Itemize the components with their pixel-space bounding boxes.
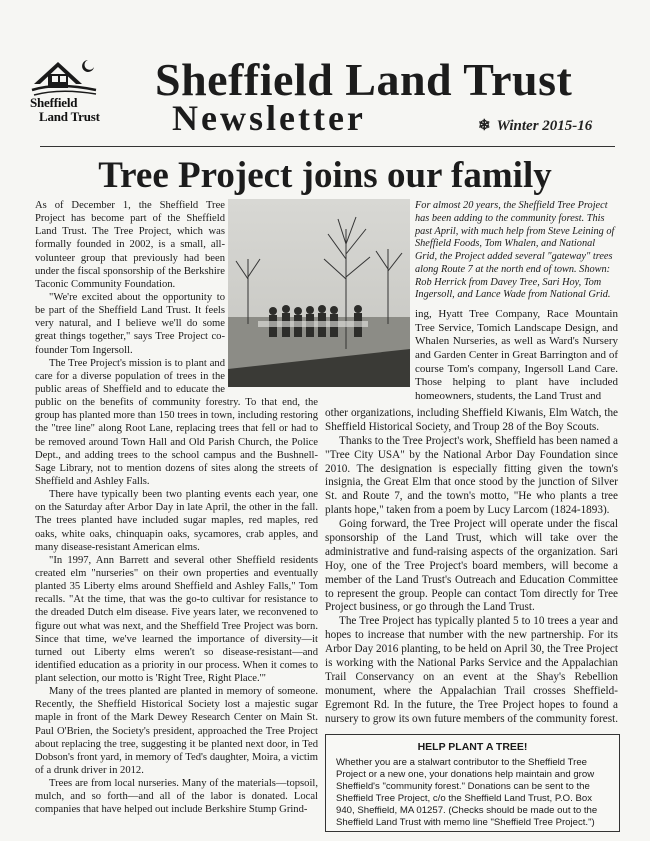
issue-date: [478, 116, 592, 135]
article-paragraph: "We're excited about the opportunity to be part of the Sheffield Land Trust. It feels very natural, and I believe we'll do some great things together," says Tree Project co-founder Tom Ingersoll.: [35, 291, 225, 356]
article-left-column: [35, 199, 318, 817]
land-trust-logo-icon: [30, 52, 100, 100]
article-paragraph: Thanks to the Tree Project's work, Sheffield has been named a "Tree City USA" by the National Arbor Day Foundation since 2010. The designation is especially fitting given the town's insignia, the Great Elm that once stood by the junction of Silver St. and Route 7, and the town's motto, "He who plants a tree plants hope," taken from a poem by Lucy Larcom (1824-1893).: [325, 434, 618, 517]
logo-line1: Sheffield: [30, 95, 78, 110]
article-paragraph: "In 1997, Ann Barrett and several other Sheffield residents created elm "nurseries" on their own properties and eventually planted 35 Liberty elms around Sheffield and Ashley Falls," Tom recalls. "At the time, that was the go-to cultivar for resistance to the dreaded Dutch elm disease. Five years later, we reconvened to figure out what was next, and the Sheffield Tree Project was born. Since that time, we've learned the importance of diversity—it turned out Liberty elms weren't so disease-resistant—and identified education as a priority in our process. When it comes to plant selection, our motto is 'Right Tree, Right Place.'": [35, 554, 318, 685]
article-right-top: [415, 308, 618, 403]
snowflake-icon: ❄: [478, 118, 491, 134]
photo-caption: For almost 20 years, the Sheffield Tree Project has been adding to the community forest. This past April, with much help from Steve Leining of Sheffield Foods, Tom Whalen, and National Grid, the Project added several "gateway" trees along Route 7 at the north end of town. Shown: Rob Herrick from Davey Tree, Sari Hoy, Tom Ingersoll, and Lance Wade from National Grid.: [415, 200, 615, 301]
article-paragraph: The Tree Project's mission is to plant and care for a diverse population of trees in the public areas of Sheffield and to educate the public on the benefits of community forestry. To that end, the group has planted more than 150 trees in town, including restoring the "tree line" along Root Lane, replacing trees that fell or had to be removed around Town Hall and Old Parish Church, the Police Dept., and adding trees to the school campus and the Bushnell-Sage Library, not to mention dozens of sites along the streets of Sheffield and Ashley Falls.: [35, 357, 318, 487]
article-paragraph: Going forward, the Tree Project will operate under the fiscal sponsorship of the Land Trust, which will take over the administrative and fund-raising aspects of the organization. Sari Hoy, one of the Tree Project's board members, will become a member of the Land Trust's Outreach and Education Committee to represent the group. People can contact Tom directly for Tree Project business, or go through the Land Trust.: [325, 518, 618, 614]
article-right-column: [325, 407, 618, 726]
article-paragraph: There have typically been two planting events each year, one on the Saturday after Arbor Day in late April, the other in the fall. The trees planted have included sugar maples, red maples, red oaks, white oaks, chinquapin oaks, sycamores, crab apples, and many disease-resistant American elms.: [35, 489, 318, 553]
help-box-body: Whether you are a stalwart contributor to the Sheffield Tree Project or a new one, your donations help maintain and grow Sheffield's "community forest." Donations can be sent to the Sheffield Tree Project, c/o the Sheffield Land Trust, P.O. Box 940, Sheffield, MA 01257. (Checks should be made out to the Sheffield Land Trust with memo line "Sheffield Tree Project."): [336, 757, 598, 828]
article-paragraph: Trees are from local nurseries. Many of the materials—topsoil, mulch, and so forth—and all of the labor is donated. Local companies that have helped out include Berkshire Stump Grind-: [35, 778, 318, 816]
help-plant-tree-box: [325, 734, 620, 832]
issue-label: Winter 2015-16: [496, 118, 593, 134]
article-paragraph: ing, Hyatt Tree Company, Race Mountain Tree Service, Tomich Landscape Design, and Whalen Nurseries, as well as Ward's Nursery and Garden Center in Great Barrington and of course Tom's company, Ingersoll Land Care. Those helping to plant have included homeowners, students, the Land Trust and: [415, 308, 618, 402]
article-paragraph: other organizations, including Sheffield Kiwanis, Elm Watch, the Sheffield Historical Society, and Troup 28 of the Boy Scouts.: [325, 407, 618, 433]
masthead-subtitle: Newsletter: [172, 98, 366, 138]
headline: Tree Project joins our family: [98, 155, 552, 196]
article-paragraph: Many of the trees planted are planted in memory of someone. Recently, the Sheffield Historical Society lost a majestic sugar maple in front of the Mark Dewey Research Center on Main St. Paul O'Brien, the Society's president, approached the Tree Project about replacing the tree, suggesting it be planted next door, in Ted Dobson's front yard, in memory of Ted's daughter, Moira, a victim of a drunk driver in 2012.: [35, 686, 318, 777]
logo-line2: Land Trust: [39, 109, 100, 124]
article-paragraph: The Tree Project has typically planted 5 to 10 trees a year and hopes to increase that number with the new partnership. For its Arbor Day 2016 planting, to be held on April 30, the Tree Project is working with the National Parks Service and the Appalachian Trail Conservancy on an event at the Shay's Rebellion monument, where the Appalachian Trail crosses Sheffield-Egremont Rd. In the future, the Tree Project hopes to found a nursery to grow its own future members of the community forest.: [325, 615, 618, 725]
masthead-title: Sheffield Land Trust: [155, 54, 573, 105]
divider: [40, 146, 615, 147]
help-box-title: HELP PLANT A TREE!: [417, 741, 528, 753]
article-paragraph: As of December 1, the Sheffield Tree Project has become part of the Sheffield Land Trust. The Tree Project, which was formally founded in 2002, is a small, all-volunteer group that previously had been under the fiscal sponsorship of the Berkshire Taconic Community Foundation.: [35, 200, 225, 290]
logo-text: [30, 96, 140, 124]
